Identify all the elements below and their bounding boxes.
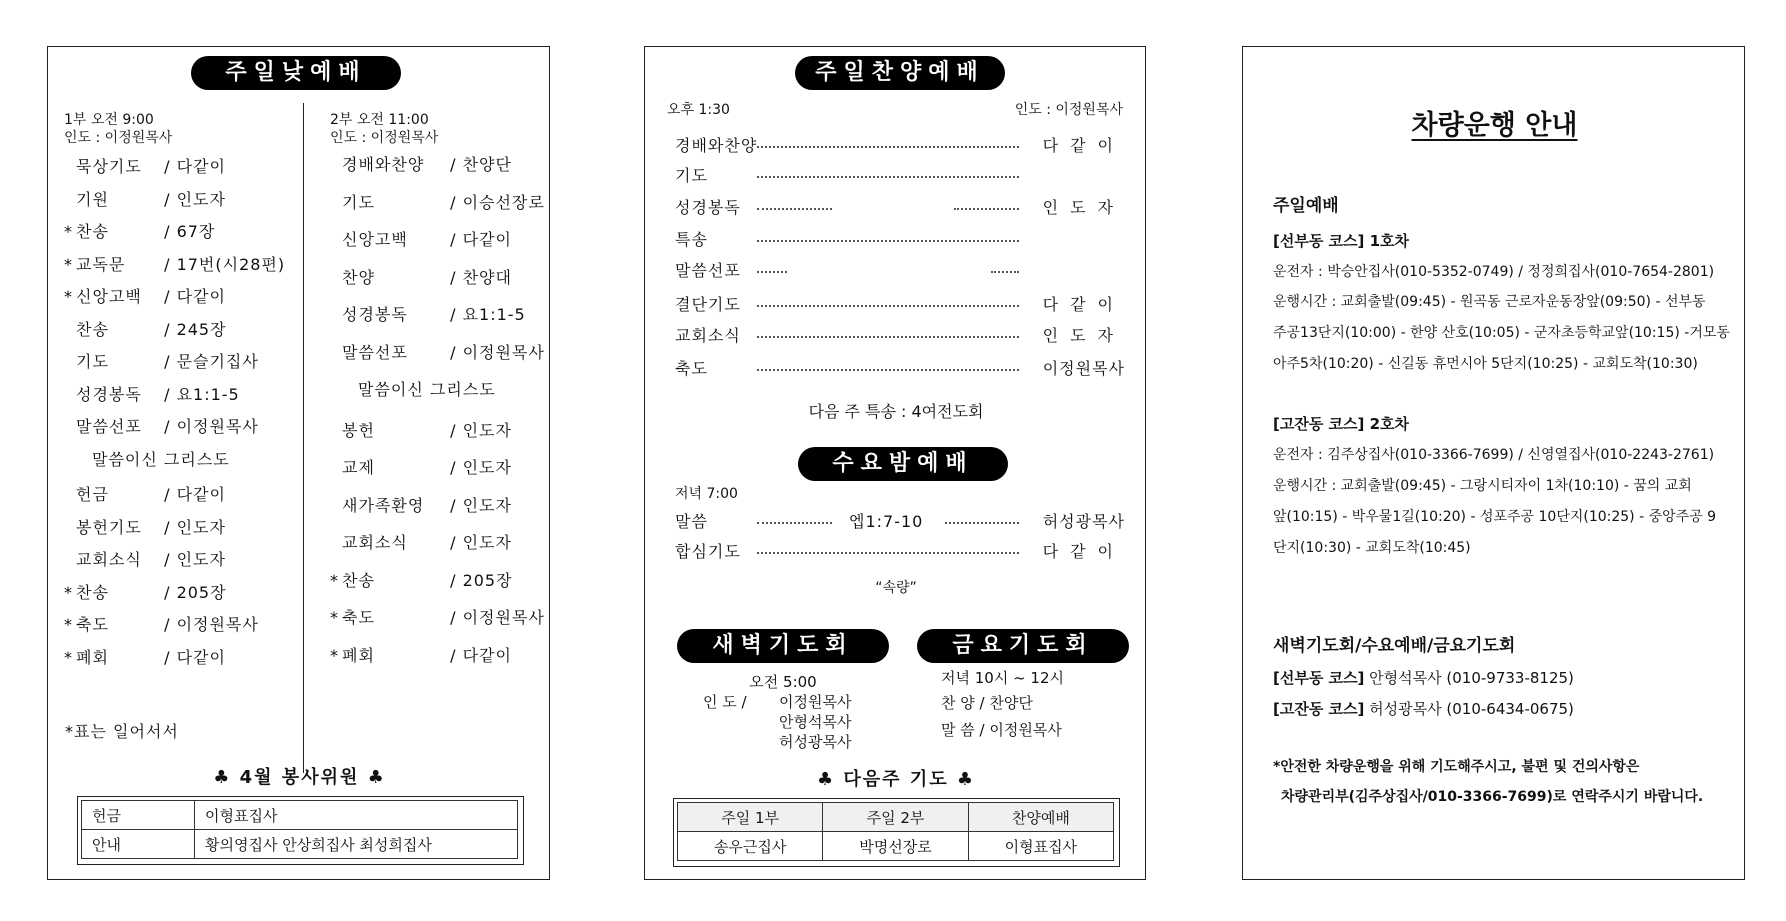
- order-item: [64, 547, 226, 570]
- order-value: 다같이: [176, 157, 226, 176]
- order-value: 인도자: [462, 420, 512, 440]
- course-name: [선부동 코스]: [1273, 669, 1365, 687]
- dawn-prayer-title: 새벽기도회: [677, 629, 889, 663]
- course2-route-line: 단지(10:30) - 교회도착(10:45): [1273, 540, 1471, 556]
- sermon-title: 말씀이신 그리스도: [358, 380, 496, 399]
- order-item: [64, 482, 226, 505]
- standing-note: *표는 일어서서: [65, 722, 179, 741]
- friday-praise: 찬 양 / 찬양단: [941, 694, 1033, 712]
- order-label: 새가족환영: [342, 495, 425, 515]
- order-item: [330, 530, 512, 553]
- order-value: 인도자: [176, 517, 226, 537]
- column-divider: [303, 103, 304, 773]
- order-item: [64, 645, 226, 668]
- course1-route-line: 아주5차(10:20) - 신길동 휴먼시아 5단지(10:25) - 교회도착(10:30): [1273, 356, 1698, 372]
- order-item: [64, 219, 215, 242]
- standing-mark: *: [64, 222, 73, 241]
- vehicle-title: 차량운행 안내: [1411, 110, 1578, 141]
- order-value: 인도자: [176, 550, 226, 569]
- course2-driver: 운전자 : 김주상집사(010-3366-7699) / 신영열집사(010-2243-2761): [1273, 447, 1715, 463]
- order-label: 교제: [342, 458, 375, 477]
- order-item: [330, 605, 545, 628]
- course-name: [고잔동 코스]: [1273, 700, 1365, 718]
- course-contact: 안형석목사 (010-9733-8125): [1369, 669, 1574, 687]
- order-item: [64, 349, 259, 372]
- separator: /: [158, 647, 177, 667]
- sunday-morning-panel: [47, 46, 550, 880]
- order-label: 성경봉독: [675, 198, 741, 217]
- service2-time: 2부 오전 11:00: [330, 112, 429, 128]
- separator: /: [444, 645, 463, 665]
- standing-mark: *: [330, 608, 339, 627]
- volunteer-role: 헌금: [92, 806, 121, 825]
- order-label: 기도: [76, 352, 109, 371]
- order-item: [64, 187, 226, 210]
- separator: /: [444, 305, 463, 324]
- service1-time: 1부 오전 9:00: [64, 112, 154, 128]
- order-label: 기원: [76, 189, 109, 209]
- leader-dots: [757, 305, 1019, 307]
- order-label: 기도: [342, 192, 375, 212]
- order-value: 다같이: [1042, 542, 1125, 561]
- order-label: 교회소식: [342, 533, 408, 552]
- order-item: [64, 154, 226, 177]
- order-label: 찬송: [76, 319, 109, 339]
- leader-dots: [991, 271, 1019, 273]
- separator: /: [158, 417, 177, 436]
- leader-dots: [757, 240, 1019, 242]
- standing-mark: *: [64, 582, 73, 602]
- leader-dots: [757, 552, 1019, 554]
- order-value: 이정원목사: [462, 342, 545, 362]
- order-item: [64, 580, 227, 603]
- order-item: [330, 227, 512, 250]
- order-label: 말씀선포: [76, 417, 142, 436]
- course1-route-line: 운행시간 : 교회출발(09:45) - 원곡동 근로자운동장앞(09:50) - 선부동: [1273, 294, 1706, 310]
- course1-route-line: 주공13단지(10:00) - 한양 산호(10:05) - 군자초등학교앞(10:15) -거모동: [1273, 325, 1730, 341]
- service2-leader: 인도 : 이정원목사: [330, 130, 439, 146]
- praise-time: 오후 1:30: [667, 102, 730, 118]
- separator: /: [158, 615, 177, 634]
- next-special-song: 다음 주 특송 : 4여전도회: [808, 402, 984, 421]
- separator: /: [158, 254, 177, 274]
- order-label: 찬송: [76, 222, 109, 241]
- wednesday-title: 수요밤예배: [798, 447, 1008, 481]
- wednesday-time: 저녁 7:00: [675, 486, 738, 502]
- sunday-service-heading: 주일예배: [1273, 196, 1339, 216]
- prayer-header: 찬양예배: [968, 803, 1113, 832]
- leader-dots: [757, 208, 832, 210]
- order-item: [64, 515, 226, 538]
- order-value: 205장: [462, 570, 513, 590]
- sermon-title: 말씀이신 그리스도: [92, 449, 230, 469]
- separator: /: [444, 155, 463, 174]
- notice-line: *안전한 차량운행을 위해 기도해주시고, 불편 및 건의사항은: [1273, 759, 1640, 775]
- order-label: 합심기도: [675, 542, 741, 561]
- volunteer-role: 안내: [92, 835, 121, 854]
- order-item: [330, 455, 512, 478]
- separator: /: [444, 267, 463, 287]
- separator: /: [158, 157, 177, 176]
- service1-leader: 인도 : 이정원목사: [64, 130, 173, 146]
- prayer-value: 송우근집사: [678, 832, 823, 861]
- order-value: 인도자: [462, 533, 512, 552]
- prayer-value: 이형표집사: [968, 832, 1113, 861]
- next-prayer-title: ♣ 다음주 기도 ♣: [816, 769, 975, 790]
- next-prayer-table: [677, 802, 1114, 861]
- separator: /: [158, 550, 177, 569]
- volunteers-title: ♣ 4월 봉사위원 ♣: [213, 767, 386, 788]
- course1-name: [선부동 코스] 1호차: [1273, 232, 1410, 250]
- order-label: 축도: [675, 359, 708, 378]
- volunteer-names: 이형표집사: [195, 801, 518, 830]
- order-value: 이정원목사: [1042, 359, 1125, 378]
- order-value: 요1:1-5: [176, 384, 240, 404]
- order-item: [64, 414, 259, 437]
- leader-dots: [757, 336, 1019, 338]
- separator: /: [444, 342, 463, 362]
- order-item: [330, 340, 545, 363]
- table-row: [82, 830, 518, 859]
- course2-route-line: 운행시간 : 교회출발(09:45) - 그랑시티자이 1차(10:10) - 꿈의 교회: [1273, 478, 1692, 494]
- order-value: 인도자: [176, 189, 226, 209]
- separator: /: [444, 230, 463, 249]
- separator: /: [158, 319, 177, 339]
- friday-sermon: 말 씀 / 이정원목사: [941, 721, 1062, 739]
- leader-dots: [757, 146, 1019, 148]
- separator: /: [158, 485, 177, 504]
- order-item: [64, 317, 227, 340]
- separator: /: [444, 608, 463, 627]
- order-value: 다같이: [176, 647, 226, 667]
- order-value: 찬양단: [462, 155, 512, 174]
- volunteer-names: 황의영집사 안상희집사 최성희집사: [195, 830, 518, 859]
- order-value: 인도자: [1042, 198, 1125, 217]
- order-label: 교독문: [76, 254, 126, 274]
- order-label: 말씀: [675, 512, 708, 531]
- order-value: 205장: [176, 582, 227, 602]
- dawn-time: 오전 5:00: [749, 673, 817, 691]
- leader-dots: [757, 176, 1019, 178]
- order-value: 245장: [176, 319, 227, 339]
- volunteers-table: [81, 800, 518, 859]
- order-item: [330, 493, 512, 516]
- order-label: 봉헌기도: [76, 517, 142, 537]
- course2-name: [고잔동 코스] 2호차: [1273, 415, 1410, 433]
- order-label: 말씀선포: [675, 261, 741, 280]
- order-value: 67장: [176, 222, 216, 241]
- separator: /: [158, 517, 177, 537]
- dawn-leader-2: 안형석목사: [779, 713, 852, 731]
- course2-route-line: 앞(10:15) - 박우물1길(10:20) - 성포주공 10단지(10:25) - 중앙주공 9: [1273, 509, 1717, 525]
- leader-dots: [954, 208, 1019, 210]
- volunteers-box: [77, 796, 524, 865]
- prayer-value: 박명선장로: [823, 832, 968, 861]
- leader-dots: [757, 522, 832, 524]
- order-label: 찬송: [342, 570, 375, 590]
- order-label: 기도: [675, 166, 708, 185]
- praise-leader: 인도 : 이정원목사: [1014, 102, 1123, 118]
- order-label: 축도: [76, 615, 109, 634]
- standing-mark: *: [330, 570, 339, 590]
- order-label: 찬양: [342, 267, 375, 287]
- leader-dots: [757, 271, 787, 273]
- separator: /: [444, 533, 463, 552]
- order-label: 묵상기도: [76, 157, 142, 176]
- separator: /: [444, 495, 463, 515]
- order-item: [330, 302, 526, 325]
- order-label: 교회소식: [675, 326, 741, 345]
- order-label: 결단기도: [675, 295, 741, 314]
- vehicle-panel: [1242, 46, 1745, 880]
- order-value: 이정원목사: [176, 417, 259, 436]
- weekday-course-line: [1273, 698, 1574, 719]
- order-value: 이승선장로: [462, 192, 545, 212]
- order-value: 다같이: [1042, 295, 1125, 314]
- order-item: [330, 152, 512, 175]
- weekday-course-line: [1273, 667, 1574, 688]
- separator: /: [158, 189, 177, 209]
- order-label: 성경봉독: [342, 305, 408, 324]
- standing-mark: *: [64, 254, 73, 274]
- order-label: 폐회: [342, 645, 375, 665]
- order-value: 인도자: [1042, 326, 1125, 345]
- course-contact: 허성광목사 (010-6434-0675): [1369, 700, 1574, 718]
- dawn-leader-3: 허성광목사: [779, 733, 852, 751]
- order-label: 성경봉독: [76, 384, 142, 404]
- friday-prayer-title: 금요기도회: [917, 629, 1129, 663]
- leader-dots: [945, 522, 1019, 524]
- separator: /: [158, 222, 177, 241]
- order-value: 다같이: [462, 230, 512, 249]
- order-value: 다같이: [1042, 136, 1125, 155]
- order-label: 말씀선포: [342, 342, 408, 362]
- separator: /: [158, 582, 177, 602]
- order-label: 특송: [675, 230, 708, 249]
- separator: /: [444, 570, 463, 590]
- order-label: 신앙고백: [76, 287, 142, 306]
- order-item: [64, 382, 240, 405]
- order-label: 경배와찬양: [675, 136, 758, 155]
- scripture-reference: 엡1:7-10: [849, 512, 924, 531]
- separator: /: [444, 458, 463, 477]
- prayer-header: 주일 1부: [678, 803, 823, 832]
- separator: /: [158, 287, 177, 306]
- order-item: [330, 643, 512, 666]
- notice-line: 차량관리부(김주상집사/010-3366-7699)로 연락주시기 바랍니다.: [1281, 789, 1704, 805]
- standing-mark: *: [330, 645, 339, 665]
- order-value: 이정원목사: [176, 615, 259, 634]
- separator: /: [444, 192, 463, 212]
- order-item: [330, 265, 512, 288]
- order-label: 봉헌: [342, 420, 375, 440]
- order-label: 경배와찬양: [342, 155, 425, 174]
- order-label: 축도: [342, 608, 375, 627]
- order-item: [64, 612, 259, 635]
- order-label: 헌금: [76, 485, 109, 504]
- order-value: 17번(시28편): [176, 254, 286, 274]
- order-item: [64, 284, 226, 307]
- order-value: 인도자: [462, 458, 512, 477]
- separator: /: [158, 352, 177, 371]
- order-label: 교회소식: [76, 550, 142, 569]
- order-item: [64, 252, 285, 275]
- separator: /: [158, 384, 177, 404]
- praise-service-title: 주일찬양예배: [795, 56, 1005, 90]
- wednesday-theme: “속량”: [875, 580, 917, 596]
- order-value: 문슬기집사: [176, 352, 259, 371]
- order-label: 신앙고백: [342, 230, 408, 249]
- services-panel: [644, 46, 1146, 880]
- order-item: [330, 568, 513, 591]
- order-value: 다같이: [176, 287, 226, 306]
- next-prayer-box: [673, 798, 1120, 867]
- leader-dots: [757, 369, 1019, 371]
- order-label: 찬송: [76, 582, 109, 602]
- separator: /: [444, 420, 463, 440]
- order-value: 다같이: [176, 485, 226, 504]
- dawn-leader-label: 인 도 /: [703, 693, 747, 711]
- dawn-leader-1: 이정원목사: [779, 693, 852, 711]
- sunday-morning-title: 주일낮예배: [191, 56, 401, 90]
- standing-mark: *: [64, 615, 73, 634]
- prayer-header: 주일 2부: [823, 803, 968, 832]
- order-value: 찬양대: [462, 267, 512, 287]
- order-item: [330, 190, 545, 213]
- weekday-service-heading: 새벽기도회/수요예배/금요기도회: [1273, 636, 1516, 656]
- order-value: 인도자: [462, 495, 512, 515]
- order-label: 폐회: [76, 647, 109, 667]
- course1-driver: 운전자 : 박승안집사(010-5352-0749) / 정정희집사(010-7654-2801): [1273, 264, 1715, 280]
- table-row: [82, 801, 518, 830]
- standing-mark: *: [64, 647, 73, 667]
- order-value: 허성광목사: [1042, 512, 1125, 531]
- table-row: [678, 832, 1114, 861]
- order-value: 다같이: [462, 645, 512, 665]
- table-row: [678, 803, 1114, 832]
- order-value: 요1:1-5: [462, 305, 526, 324]
- friday-time: 저녁 10시 ~ 12시: [941, 669, 1065, 687]
- standing-mark: *: [64, 287, 73, 306]
- order-item: [330, 418, 512, 441]
- order-value: 이정원목사: [462, 608, 545, 627]
